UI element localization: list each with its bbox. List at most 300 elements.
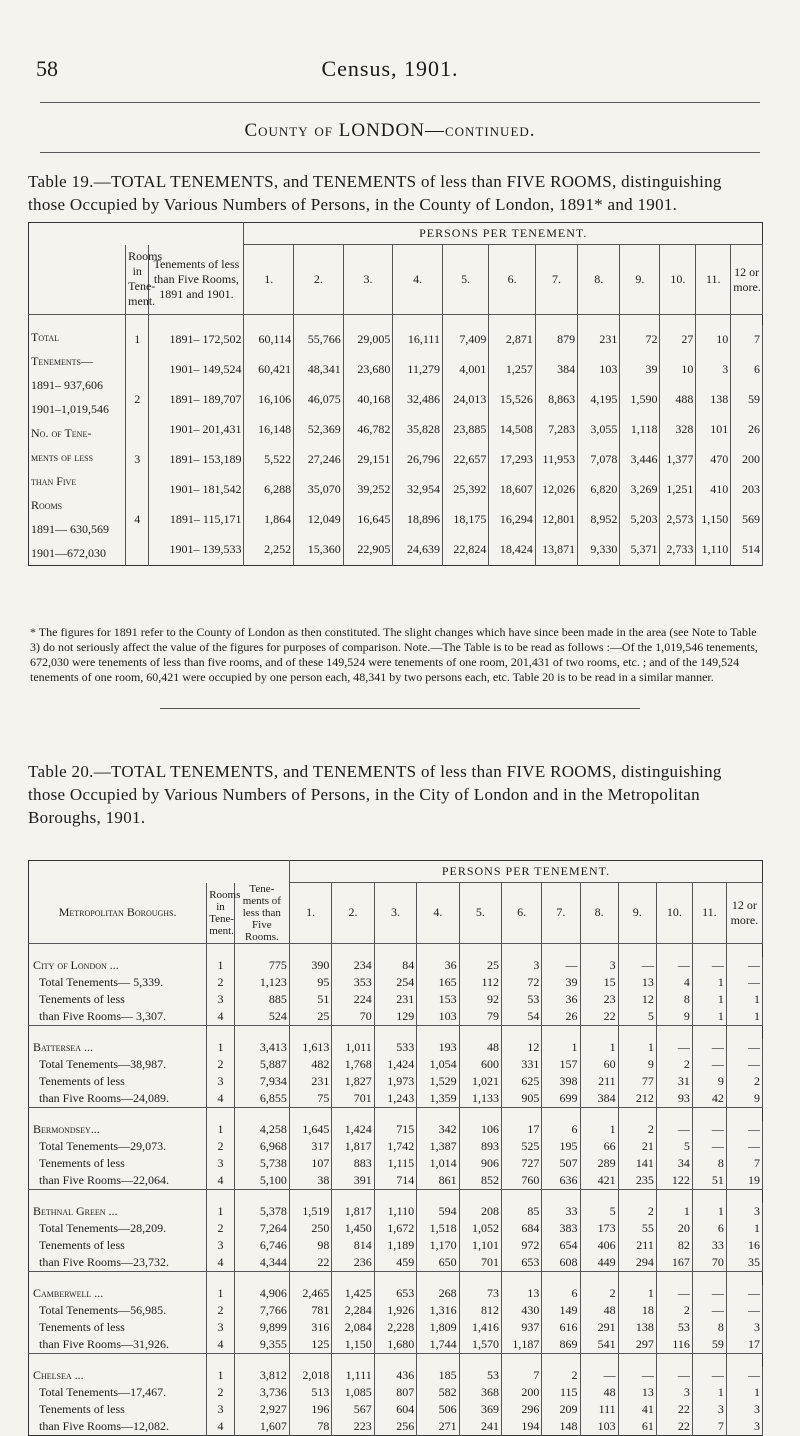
value-cell: 1,187	[502, 1336, 542, 1353]
value-cell: 294	[618, 1254, 656, 1271]
value-cell: 1,570	[459, 1336, 501, 1353]
value-cell: 46,782	[343, 415, 393, 445]
separator-rule	[160, 708, 640, 709]
tenements-value: 153,189	[202, 452, 242, 467]
value-cell: 51	[692, 1172, 726, 1189]
persons-col-header: 12 or more.	[726, 883, 762, 944]
value-cell: 653	[374, 1285, 416, 1302]
value-cell: 5	[580, 1203, 618, 1220]
tenements-cell: 524	[234, 1008, 289, 1025]
value-cell: 194	[502, 1418, 542, 1435]
value-cell: —	[618, 1367, 656, 1384]
borough-subtitle: Total Tenements—17,467.	[29, 1384, 207, 1401]
value-cell: 1	[692, 991, 726, 1008]
tenements-cell: 9,899	[234, 1319, 289, 1336]
value-cell: 141	[618, 1155, 656, 1172]
persons-col-header: 1.	[244, 245, 294, 315]
rooms-cell: 1	[207, 1367, 235, 1384]
value-cell: —	[692, 1121, 726, 1138]
value-cell: 25	[459, 957, 501, 974]
value-cell: 328	[660, 415, 696, 445]
value-cell: 7	[502, 1367, 542, 1384]
value-cell: 368	[459, 1384, 501, 1401]
value-cell: 22	[580, 1008, 618, 1025]
value-cell: 7,078	[578, 445, 620, 475]
value-cell: 9	[656, 1008, 692, 1025]
value-cell: 342	[417, 1121, 459, 1138]
value-cell: 1,251	[660, 475, 696, 505]
value-cell: 1,416	[459, 1319, 501, 1336]
value-cell: 3	[696, 355, 731, 385]
value-cell: 15,526	[489, 385, 535, 415]
value-cell: 391	[332, 1172, 374, 1189]
value-cell: 268	[417, 1285, 459, 1302]
value-cell: 116	[656, 1336, 692, 1353]
year-label: 1901–	[169, 542, 200, 557]
tenements-cell: 3,413	[234, 1039, 289, 1056]
table-row	[29, 1008, 763, 1025]
value-cell: 506	[417, 1401, 459, 1418]
value-cell: 195	[542, 1138, 580, 1155]
value-cell: 1	[692, 1203, 726, 1220]
tenements-value: 201,431	[202, 422, 242, 437]
value-cell: 1,110	[374, 1203, 416, 1220]
value-cell: 32,954	[393, 475, 443, 505]
table-row	[29, 475, 763, 505]
value-cell: 15	[580, 974, 618, 991]
value-cell: 22	[656, 1418, 692, 1435]
value-cell: 1	[618, 1039, 656, 1056]
stub-line: Total	[31, 329, 60, 344]
tenements-cell: 6,746	[234, 1237, 289, 1254]
value-cell: 1,519	[289, 1203, 331, 1220]
tenements-cell	[149, 535, 244, 565]
value-cell: —	[656, 957, 692, 974]
value-cell: 148	[542, 1418, 580, 1435]
value-cell: 699	[542, 1090, 580, 1107]
value-cell: 6	[542, 1285, 580, 1302]
value-cell: 2	[726, 1073, 762, 1090]
rooms-col-header: Rooms in Tene-ment.	[126, 245, 149, 315]
value-cell: 2,284	[332, 1302, 374, 1319]
value-cell: 200	[502, 1384, 542, 1401]
value-cell: 1,425	[332, 1285, 374, 1302]
value-cell: 2	[542, 1367, 580, 1384]
table-row	[29, 1138, 763, 1155]
tenements-col-header: Tenements of less than Five Rooms, 1891 and 1901.	[149, 245, 244, 315]
value-cell: 421	[580, 1172, 618, 1189]
borough-col-header: Metropolitan Boroughs.	[29, 883, 207, 944]
table19-group-header: PERSONS PER TENEMENT.	[244, 223, 763, 245]
value-cell: 25,392	[442, 475, 488, 505]
value-cell: —	[692, 1056, 726, 1073]
value-cell: 1,054	[417, 1056, 459, 1073]
stub-line: 1891— 630,569	[31, 521, 109, 536]
spacer-row	[29, 1271, 763, 1285]
value-cell: 200	[731, 445, 763, 475]
value-cell: 33	[692, 1237, 726, 1254]
value-cell: 760	[502, 1172, 542, 1189]
value-cell: 1,377	[660, 445, 696, 475]
value-cell: 1	[726, 1220, 762, 1237]
value-cell: 398	[542, 1073, 580, 1090]
value-cell: 812	[459, 1302, 501, 1319]
value-cell: 3	[726, 1203, 762, 1220]
value-cell: 34	[656, 1155, 692, 1172]
stub-cell	[29, 325, 126, 566]
value-cell: 153	[417, 991, 459, 1008]
value-cell: 8	[656, 991, 692, 1008]
value-cell: 12,049	[294, 505, 344, 535]
value-cell: 893	[459, 1138, 501, 1155]
value-cell: 291	[580, 1319, 618, 1336]
borough-subtitle: Total Tenements—29,073.	[29, 1138, 207, 1155]
value-cell: 2	[618, 1203, 656, 1220]
value-cell: 27	[660, 325, 696, 355]
tenements-cell: 4,258	[234, 1121, 289, 1138]
value-cell: 70	[332, 1008, 374, 1025]
table20	[28, 860, 763, 1436]
value-cell: 12	[502, 1039, 542, 1056]
value-cell: 6,820	[578, 475, 620, 505]
value-cell: 7,283	[535, 415, 577, 445]
value-cell: 52,369	[294, 415, 344, 445]
value-cell: 972	[502, 1237, 542, 1254]
value-cell: 297	[618, 1336, 656, 1353]
borough-name: Chelsea ...	[29, 1367, 207, 1384]
tenements-value: 189,707	[202, 392, 242, 407]
value-cell: 390	[289, 957, 331, 974]
table20-title: Table 20.—TOTAL TENEMENTS, and TENEMENTS of less than FIVE ROOMS, distinguishing those Occupied by Various Numbers of Persons, in the City of London and in the Metropolitan Boroughs, 1901.	[28, 762, 722, 827]
stub-line: 1901—672,030	[31, 545, 106, 560]
value-cell: 8	[692, 1319, 726, 1336]
value-cell: 814	[332, 1237, 374, 1254]
top-rule	[40, 102, 760, 103]
value-cell: 18,896	[393, 505, 443, 535]
value-cell: 7	[731, 325, 763, 355]
value-cell: 92	[459, 991, 501, 1008]
value-cell: 3	[726, 1418, 762, 1435]
value-cell: 1,011	[332, 1039, 374, 1056]
tenements-cell: 5,887	[234, 1056, 289, 1073]
value-cell: 937	[502, 1319, 542, 1336]
value-cell: 488	[660, 385, 696, 415]
value-cell: 5,203	[620, 505, 660, 535]
value-cell: 650	[417, 1254, 459, 1271]
value-cell: 224	[332, 991, 374, 1008]
value-cell: 231	[578, 325, 620, 355]
value-cell: 514	[731, 535, 763, 565]
borough-subtitle: Total Tenements— 5,339.	[29, 974, 207, 991]
value-cell: 430	[502, 1302, 542, 1319]
persons-col-header: 1.	[289, 883, 331, 944]
rooms-cell	[126, 475, 149, 505]
table-row	[29, 1319, 763, 1336]
value-cell: 1,115	[374, 1155, 416, 1172]
table20-stub-head	[29, 861, 290, 883]
value-cell: 12,026	[535, 475, 577, 505]
value-cell: 23,885	[442, 415, 488, 445]
table-row	[29, 1090, 763, 1107]
value-cell: 1,189	[374, 1237, 416, 1254]
value-cell: 636	[542, 1172, 580, 1189]
value-cell: 250	[289, 1220, 331, 1237]
value-cell: 1,110	[696, 535, 731, 565]
borough-subtitle: Total Tenements—38,987.	[29, 1056, 207, 1073]
value-cell: 436	[374, 1367, 416, 1384]
value-cell: 3	[580, 957, 618, 974]
value-cell: 84	[374, 957, 416, 974]
stub-line: 1891– 937,606	[31, 377, 103, 392]
value-cell: 14,508	[489, 415, 535, 445]
value-cell: 60,421	[244, 355, 294, 385]
value-cell: 31	[656, 1073, 692, 1090]
value-cell: 1	[580, 1121, 618, 1138]
tenements-cell: 7,264	[234, 1220, 289, 1237]
table-row	[29, 325, 763, 355]
value-cell: 5,522	[244, 445, 294, 475]
value-cell: 32,486	[393, 385, 443, 415]
value-cell: 42	[692, 1090, 726, 1107]
table-row	[29, 974, 763, 991]
table-row	[29, 1155, 763, 1172]
value-cell: 22,657	[442, 445, 488, 475]
value-cell: 1,052	[459, 1220, 501, 1237]
tenements-cell	[149, 385, 244, 415]
tenements-value: 115,171	[202, 512, 242, 527]
value-cell: —	[726, 1302, 762, 1319]
borough-name: Bermondsey...	[29, 1121, 207, 1138]
rooms-cell: 2	[207, 1302, 235, 1319]
value-cell: 138	[696, 385, 731, 415]
persons-col-header: 5.	[442, 245, 488, 315]
value-cell: 16	[726, 1237, 762, 1254]
value-cell: 231	[289, 1073, 331, 1090]
value-cell: 1	[726, 1008, 762, 1025]
value-cell: 11,279	[393, 355, 443, 385]
year-label: 1891–	[169, 392, 200, 407]
value-cell: 2	[656, 1056, 692, 1073]
value-cell: 316	[289, 1319, 331, 1336]
persons-col-header: 6.	[502, 883, 542, 944]
value-cell: 9	[618, 1056, 656, 1073]
rooms-cell: 3	[207, 1155, 235, 1172]
value-cell: 1,243	[374, 1090, 416, 1107]
value-cell: 2,228	[374, 1319, 416, 1336]
value-cell: 72	[502, 974, 542, 991]
rooms-cell: 4	[207, 1090, 235, 1107]
value-cell: 406	[580, 1237, 618, 1254]
rooms-cell	[126, 355, 149, 385]
rooms-cell: 1	[207, 1121, 235, 1138]
value-cell: 1,359	[417, 1090, 459, 1107]
value-cell: 4,001	[442, 355, 488, 385]
rooms-cell: 1	[207, 1203, 235, 1220]
persons-col-header: 9.	[620, 245, 660, 315]
value-cell: 12,801	[535, 505, 577, 535]
persons-col-header: 8.	[578, 245, 620, 315]
table-row	[29, 1418, 763, 1435]
value-cell: 513	[289, 1384, 331, 1401]
value-cell: 600	[459, 1056, 501, 1073]
value-cell: —	[726, 1285, 762, 1302]
stub-line: No. of Tene-	[31, 425, 92, 440]
value-cell: 85	[502, 1203, 542, 1220]
value-cell: 41	[618, 1401, 656, 1418]
value-cell: 2,871	[489, 325, 535, 355]
value-cell: 125	[289, 1336, 331, 1353]
borough-name: Camberwell ...	[29, 1285, 207, 1302]
value-cell: 55	[618, 1220, 656, 1237]
value-cell: 101	[696, 415, 731, 445]
value-cell: 1,613	[289, 1039, 331, 1056]
running-title: Census, 1901.	[321, 56, 459, 81]
value-cell: 256	[374, 1418, 416, 1435]
value-cell: 209	[542, 1401, 580, 1418]
value-cell: 3	[692, 1401, 726, 1418]
value-cell: 1,817	[332, 1138, 374, 1155]
persons-col-header: 4.	[393, 245, 443, 315]
value-cell: 654	[542, 1237, 580, 1254]
persons-col-header: 3.	[374, 883, 416, 944]
value-cell: 289	[580, 1155, 618, 1172]
value-cell: 1,424	[332, 1121, 374, 1138]
value-cell: 1,518	[417, 1220, 459, 1237]
borough-subtitle: than Five Rooms— 3,307.	[29, 1008, 207, 1025]
tenements-col-header: Tene-ments of less than Five Rooms.	[234, 883, 289, 944]
value-cell: 29,151	[343, 445, 393, 475]
table19-stub-head	[29, 223, 244, 245]
value-cell: 271	[417, 1418, 459, 1435]
value-cell: 1,170	[417, 1237, 459, 1254]
value-cell: 1,827	[332, 1073, 374, 1090]
value-cell: 129	[374, 1008, 416, 1025]
table-row	[29, 1302, 763, 1319]
borough-name: Battersea ...	[29, 1039, 207, 1056]
value-cell: 1,150	[332, 1336, 374, 1353]
rooms-cell: 2	[207, 1384, 235, 1401]
spacer-row	[29, 943, 763, 957]
rooms-cell: 4	[126, 505, 149, 535]
borough-subtitle: Tenements of less	[29, 1319, 207, 1336]
persons-col-header: 9.	[618, 883, 656, 944]
borough-subtitle: Tenements of less	[29, 1401, 207, 1418]
value-cell: 625	[502, 1073, 542, 1090]
value-cell: 714	[374, 1172, 416, 1189]
tenements-cell	[149, 325, 244, 355]
borough-subtitle: than Five Rooms—22,064.	[29, 1172, 207, 1189]
value-cell: 1,817	[332, 1203, 374, 1220]
value-cell: 296	[502, 1401, 542, 1418]
value-cell: 231	[374, 991, 416, 1008]
persons-col-header: 5.	[459, 883, 501, 944]
value-cell: 1	[692, 1384, 726, 1401]
value-cell: —	[656, 1285, 692, 1302]
stub-line: Rooms	[31, 497, 63, 512]
value-cell: 3,269	[620, 475, 660, 505]
value-cell: 2,252	[244, 535, 294, 565]
table19	[28, 222, 763, 566]
value-cell: 8	[692, 1155, 726, 1172]
value-cell: 653	[502, 1254, 542, 1271]
borough-subtitle: Tenements of less	[29, 1155, 207, 1172]
county-heading: County of LONDON—continued.	[244, 120, 536, 141]
value-cell: —	[726, 957, 762, 974]
value-cell: 616	[542, 1319, 580, 1336]
persons-col-header: 10.	[660, 245, 696, 315]
value-cell: 18,424	[489, 535, 535, 565]
tenements-cell: 6,855	[234, 1090, 289, 1107]
value-cell: 2	[580, 1285, 618, 1302]
value-cell: 701	[332, 1090, 374, 1107]
value-cell: 1,118	[620, 415, 660, 445]
value-cell: 1	[692, 1008, 726, 1025]
value-cell: 1,316	[417, 1302, 459, 1319]
rooms-cell: 2	[207, 1056, 235, 1073]
value-cell: 6	[731, 355, 763, 385]
tenements-value: 172,502	[202, 332, 242, 347]
value-cell: 55,766	[294, 325, 344, 355]
value-cell: 1,864	[244, 505, 294, 535]
value-cell: 167	[656, 1254, 692, 1271]
page-number: 58	[36, 56, 58, 81]
value-cell: 211	[618, 1237, 656, 1254]
value-cell: 1,387	[417, 1138, 459, 1155]
value-cell: 193	[417, 1039, 459, 1056]
year-label: 1891–	[169, 452, 200, 467]
value-cell: 879	[535, 325, 577, 355]
value-cell: 25	[289, 1008, 331, 1025]
stub-line: than Five	[31, 473, 77, 488]
value-cell: 60,114	[244, 325, 294, 355]
value-cell: 3,446	[620, 445, 660, 475]
rooms-cell: 1	[207, 1039, 235, 1056]
value-cell: 61	[618, 1418, 656, 1435]
value-cell: 1,257	[489, 355, 535, 385]
value-cell: 525	[502, 1138, 542, 1155]
rooms-cell: 3	[207, 1401, 235, 1418]
value-cell: 1,111	[332, 1367, 374, 1384]
tenements-value: 149,524	[202, 362, 242, 377]
spacer-row	[29, 315, 763, 325]
value-cell: 1	[542, 1039, 580, 1056]
tenements-cell	[149, 445, 244, 475]
rooms-cell: 4	[207, 1418, 235, 1435]
value-cell: 9,330	[578, 535, 620, 565]
value-cell: 38	[289, 1172, 331, 1189]
table19-title: Table 19.—TOTAL TENEMENTS, and TENEMENTS of less than FIVE ROOMS, distinguishing those Occupied by Various Numbers of Persons, in the County of London, 1891* and 1901.	[28, 172, 722, 214]
borough-subtitle: than Five Rooms—12,082.	[29, 1418, 207, 1435]
value-cell: 165	[417, 974, 459, 991]
value-cell: 223	[332, 1418, 374, 1435]
value-cell: 1,744	[417, 1336, 459, 1353]
table-row	[29, 991, 763, 1008]
value-cell: 16,294	[489, 505, 535, 535]
table-row	[29, 1367, 763, 1384]
table-row	[29, 1172, 763, 1189]
persons-col-header: 12 or more.	[731, 245, 763, 315]
tenements-cell: 7,934	[234, 1073, 289, 1090]
value-cell: 1,672	[374, 1220, 416, 1237]
rooms-cell: 2	[207, 974, 235, 991]
value-cell: 16,106	[244, 385, 294, 415]
value-cell: 727	[502, 1155, 542, 1172]
value-cell: 1	[580, 1039, 618, 1056]
rooms-cell: 2	[207, 1138, 235, 1155]
value-cell: 1,085	[332, 1384, 374, 1401]
value-cell: —	[692, 1367, 726, 1384]
borough-subtitle: Tenements of less	[29, 1073, 207, 1090]
